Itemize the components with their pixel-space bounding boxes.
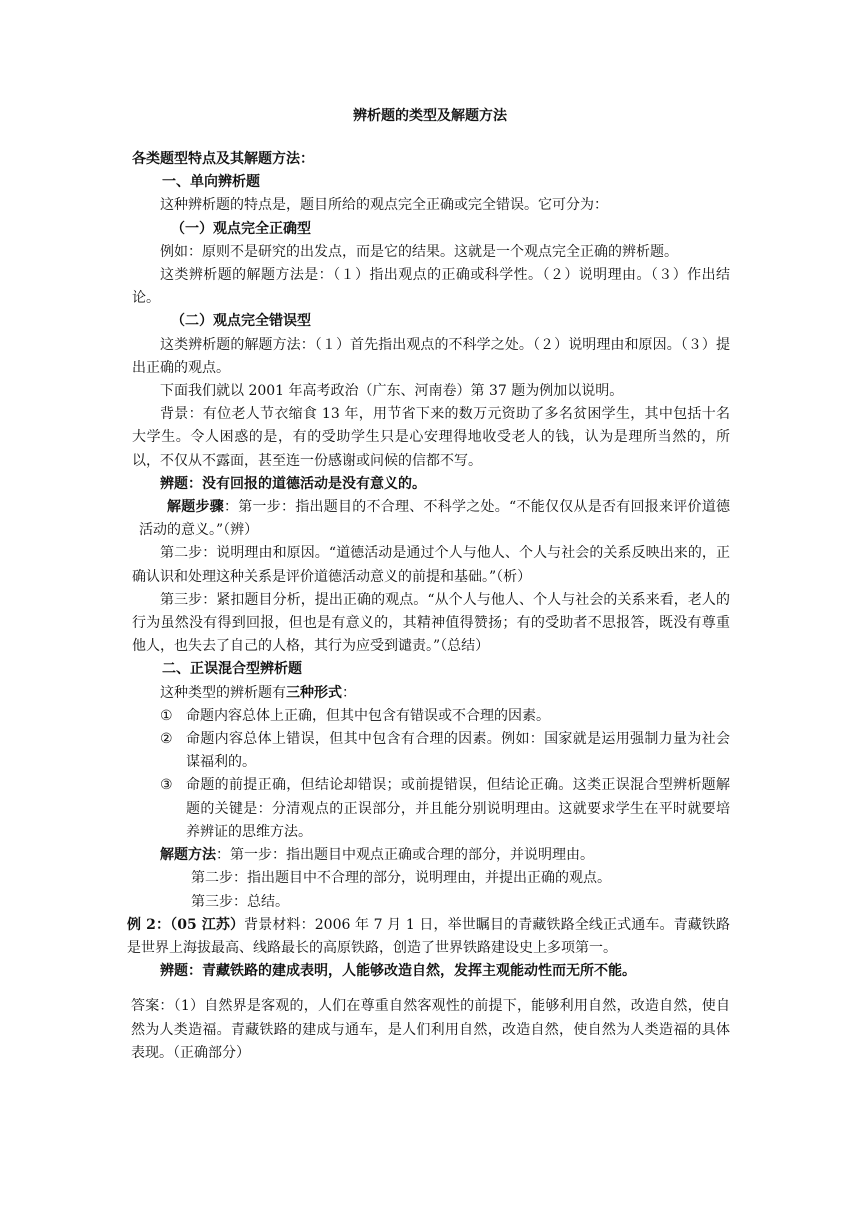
document-title: 辨析题的类型及解题方法 — [353, 108, 507, 124]
steps-step2: 第二步：说明理由和原因。“道德活动是通过个人与他人、个人与社会的关系反映出来的，正确认识和处理这种关系是评价道德活动意义的前提和基础。”（析） — [132, 545, 730, 585]
question-1: 辨题：没有回报的道德活动是没有意义的。 — [160, 475, 426, 492]
method-step1 — [132, 844, 730, 867]
list-number: ③ — [160, 777, 173, 794]
list-text: 命题内容总体上正确，但其中包含有错误或不合理的因素。 — [186, 707, 550, 724]
subsection2-method: 这类辨析题的解题方法：（１）首先指出观点的不科学之处。（２）说明理由和原因。（３）提出正确的观点。 — [132, 336, 730, 376]
method-step2: 第二步：指出题目中不合理的部分，说明理由，并提出正确的观点。 — [191, 870, 611, 887]
section2-intro-text: 这种类型的辨析题有 — [160, 684, 286, 701]
list-item — [132, 705, 730, 728]
section1-title: 一、单向辨析题 — [162, 174, 260, 191]
list-text: 命题的前提正确，但结论却错误；或前提错误，但结论正确。这类正误混合型辨析题解题的关键是：分清观点的正误部分，并且能分别说明理由。这就要求学生在平时就要培养辨证的思维方法。 — [186, 777, 730, 840]
section1-intro: 这种辨析题的特点是，题目所给的观点完全正确或完全错误。它可分为： — [160, 197, 608, 214]
method-label: 解题方法 — [160, 847, 216, 864]
subsection2-intro: 下面我们就以 2001 年高考政治（广东、河南卷）第 37 题为例加以说明。 — [160, 383, 624, 400]
example2-label: 例 2：（05 江苏） — [127, 916, 245, 933]
subsection1-example: 例如：原则不是研究的出发点，而是它的结果。这就是一个观点完全正确的辨析题。 — [160, 243, 678, 260]
document-body — [127, 148, 731, 1065]
question-2: 辨题：青藏铁路的建成表明，人能够改造自然，发挥主观能动性而无所不能。 — [160, 963, 636, 980]
list-number: ② — [160, 731, 173, 748]
example2-paragraph — [127, 914, 730, 960]
answer-paragraph: 答案：（1）自然界是客观的，人们在尊重自然客观性的前提下，能够利用自然，改造自然，使自然为人类造福。青藏铁路的建成与通车，是人们利用自然，改造自然，使自然为人类造福的具体表现。（正确部分） — [131, 998, 730, 1061]
list-number: ① — [160, 707, 173, 724]
spacer — [132, 983, 730, 995]
subsection1-title: （一）观点完全正确型 — [171, 220, 311, 237]
subsection1-method: 这类辨析题的解题方法是：（１）指出观点的正确或科学性。（２）说明理由。（３）作出结论。 — [132, 267, 730, 307]
list-text: 命题内容总体上错误，但其中包含有合理的因素。例如：国家就是运用强制力量为社会谋福利的。 — [186, 731, 730, 771]
method-step3: 第三步：总结。 — [191, 893, 289, 910]
steps-label: 解题步骤 — [167, 499, 225, 516]
main-heading: 各类题型特点及其解题方法： — [132, 151, 314, 167]
example2-text: 背景材料：2006 年 7 月 1 日，举世瞩目的青藏铁路全线正式通车。青藏铁路是世界上海拔最高、线路最长的高原铁路，创造了世界铁路建设史上多项第一。 — [127, 916, 730, 956]
method-step1-text: ：第一步：指出题目中观点正确或合理的部分，并说明理由。 — [216, 847, 594, 864]
background-paragraph: 背景：有位老人节衣缩食 13 年，用节省下来的数万元资助了多名贫困学生，其中包括十名大学生。令人困惑的是，有的受助学生只是心安理得地收受老人的钱，认为是理所当然的，所以，不仅从不露面，甚至连一份感谢或问候的信都不写。 — [132, 406, 730, 469]
subsection2-title: （二）观点完全错误型 — [171, 313, 311, 330]
section2-intro — [132, 682, 730, 705]
steps-step3: 第三步：紧扣题目分析，提出正确的观点。“从个人与他人、个人与社会的关系来看，老人的行为虽然没有得到回报，但也是有意义的，其精神值得赞扬；有的受助者不思报答，既没有尊重他人，也失去了自己的人格，其行为应受到谴责。”（总结） — [132, 591, 730, 655]
step1-text: ：第一步：指出题目的不合理、不科学之处。“不能仅仅从是否有回报来评价道德活动的意义。”（辨） — [139, 499, 731, 539]
section2-intro-colon: ： — [342, 684, 356, 701]
steps-step1 — [132, 496, 730, 542]
list-item — [132, 728, 730, 774]
section2-title: 二、正误混合型辨析题 — [162, 661, 302, 678]
section2-intro-emphasis: 三种形式 — [286, 684, 342, 701]
list-item — [132, 774, 730, 844]
